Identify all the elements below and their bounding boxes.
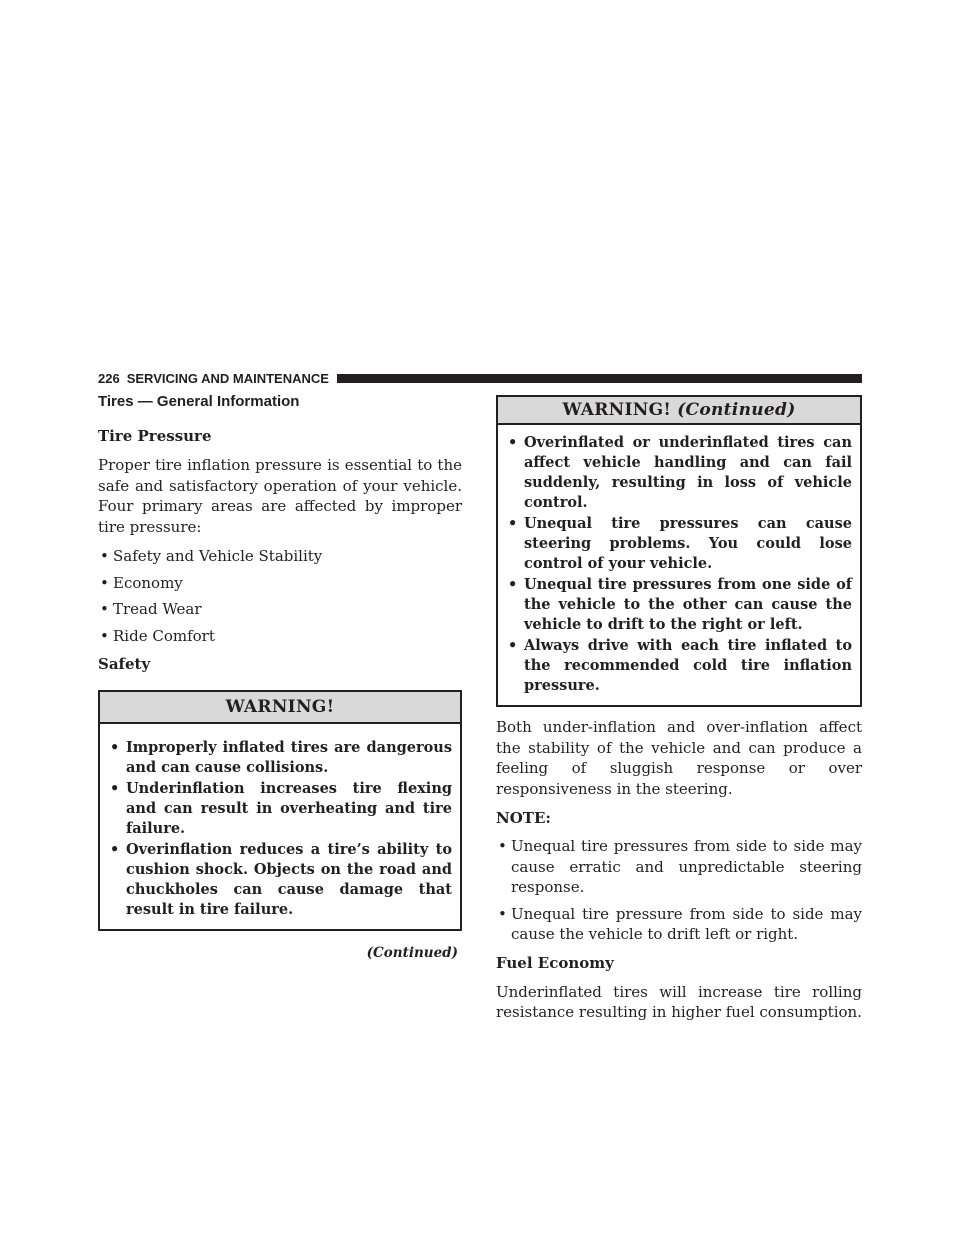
warning-title: WARNING! xyxy=(100,692,460,724)
bullet-icon: • xyxy=(498,837,507,855)
header-rule xyxy=(337,374,862,383)
bullet-icon: • xyxy=(498,904,507,923)
warning-item: • Improperly inflated tires are dangerous and can cause collisions. xyxy=(110,739,452,776)
bullet-icon: • xyxy=(508,637,518,654)
warning-box-continued xyxy=(496,395,862,707)
list-item: • Ride Comfort xyxy=(100,626,215,645)
stability-paragraph: Both under-inflation and over-inflation affect the stability of the vehicle and can produce a feeling of sluggish response or over responsiveness in the steering. xyxy=(496,718,862,798)
bullet-icon: • xyxy=(110,841,120,858)
tire-pressure-paragraph: Proper tire inflation pressure is essential to the safe and satisfactory operation of your vehicle. Four primary areas are affected by improper tire pressure: xyxy=(98,456,462,536)
bullet-icon: • xyxy=(100,547,109,565)
right-column xyxy=(496,395,862,1032)
list-item: • Economy xyxy=(100,573,183,592)
warning-title: WARNING! (Continued) xyxy=(498,397,860,425)
section-title: SERVICING AND MAINTENANCE xyxy=(126,370,329,386)
continued-label: (Continued) xyxy=(366,945,458,961)
warning-item: • Overinflation reduces a tire’s ability to cushion shock. Objects on the road and chuckholes can cause damage that result in tire failure. xyxy=(110,841,452,918)
warning-item: • Underinflation increases tire flexing and can result in overheating and tire failure. xyxy=(110,780,452,837)
warning-item: • Overinflated or underinflated tires can affect vehicle handling and can fail suddenly, resulting in loss of vehicle control. xyxy=(508,434,852,511)
fuel-economy-heading: Fuel Economy xyxy=(496,953,614,972)
page-number: 226 xyxy=(98,370,120,386)
notes-list xyxy=(496,836,862,945)
page-header xyxy=(98,370,862,386)
left-column xyxy=(98,392,462,961)
bullet-icon: • xyxy=(508,576,518,593)
safety-heading: Safety xyxy=(98,655,151,673)
list-item: • Tread Wear xyxy=(100,600,202,618)
bullet-icon: • xyxy=(110,739,120,756)
bullet-icon: • xyxy=(508,434,518,451)
warning-body xyxy=(100,724,460,929)
bullet-icon: • xyxy=(508,515,518,532)
note-label: NOTE: xyxy=(496,809,551,827)
bullet-icon: • xyxy=(100,573,109,592)
warning-item: • Always drive with each tire inflated to the recommended cold tire inflation pressure. xyxy=(508,637,852,694)
tire-pressure-heading: Tire Pressure xyxy=(98,427,212,445)
affected-areas-list xyxy=(98,546,462,646)
warning-item: • Unequal tire pressures can cause steering problems. You could lose control of your vehicle. xyxy=(508,515,852,572)
section-heading: Tires — General Information xyxy=(98,393,300,410)
warning-box xyxy=(98,690,462,931)
warning-item: • Unequal tire pressures from one side of the vehicle to the other can cause the vehicle to drift to the right or left. xyxy=(508,576,852,633)
list-item: • Unequal tire pressures from side to side may cause erratic and unpredictable steering response. xyxy=(498,837,862,896)
list-item: • Unequal tire pressure from side to side may cause the vehicle to drift left or right. xyxy=(498,904,862,943)
fuel-economy-paragraph: Underinflated tires will increase tire rolling resistance resulting in higher fuel consumption. xyxy=(496,982,862,1021)
warning-body xyxy=(498,425,860,705)
bullet-icon: • xyxy=(100,600,109,618)
bullet-icon: • xyxy=(100,626,109,645)
list-item: • Safety and Vehicle Stability xyxy=(100,547,323,565)
bullet-icon: • xyxy=(110,780,120,797)
